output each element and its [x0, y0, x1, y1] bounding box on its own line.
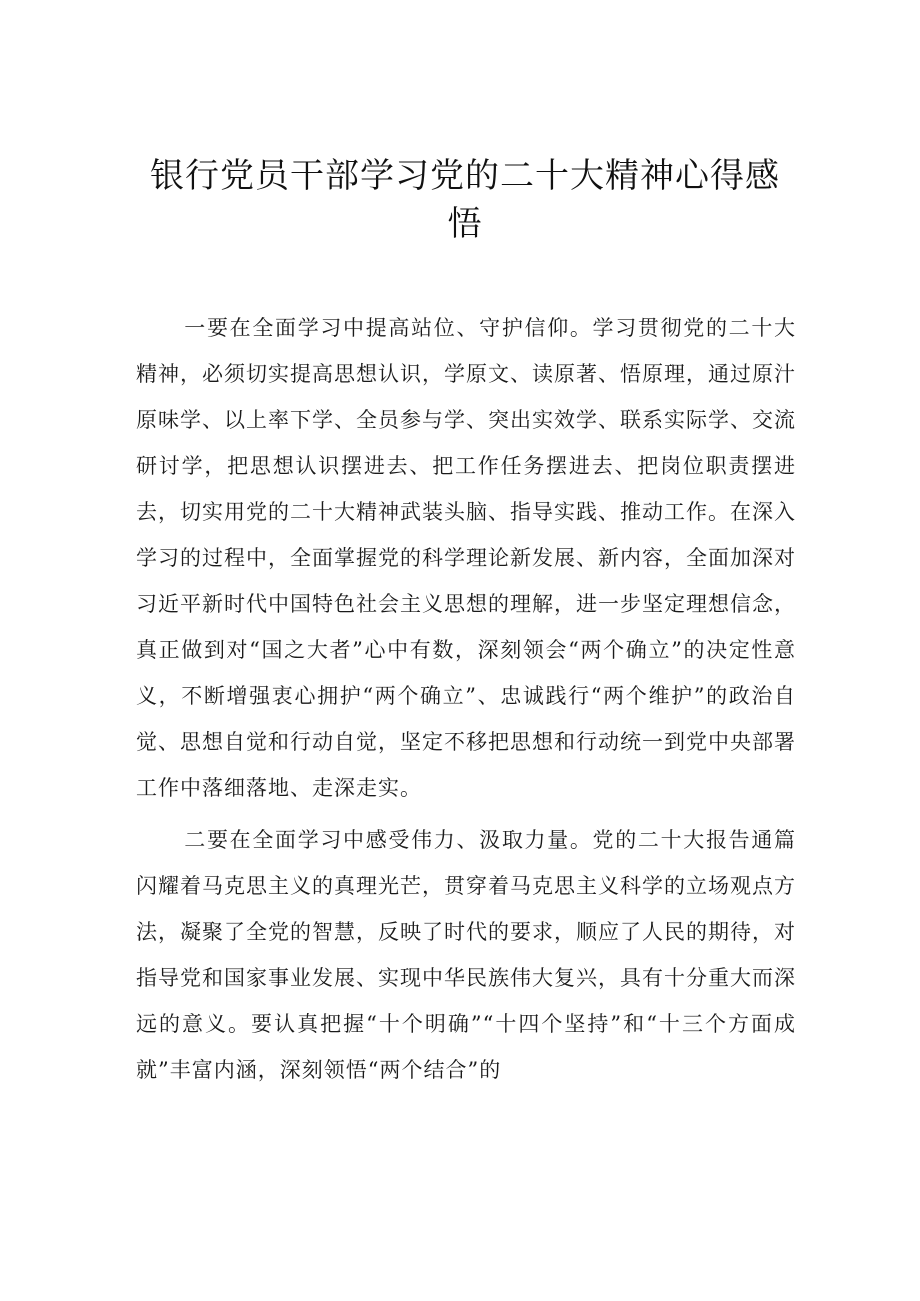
paragraph-2: 二要在全面学习中感受伟力、汲取力量。党的二十大报告通篇闪耀着马克思主义的真理光芒，贯穿着马克思主义科学的立场观点方法，凝聚了全党的智慧，反映了时代的要求，顺应了人民的期待，对指导党和国家事业发展、实现中华民族伟大复兴，具有十分重大而深远的意义。要认真把握“十个明确”“十四个坚持”和“十三个方面成就”丰富内涵，深刻领悟“两个结合”的 [136, 828, 796, 1082]
paragraph-1: 一要在全面学习中提高站位、守护信仰。学习贯彻党的二十大精神，必须切实提高思想认识，学原文、读原著、悟原理，通过原汁原味学、以上率下学、全员参与学、突出实效学、联系实际学、交流研讨学，把思想认识摆进去、把工作任务摆进去、把岗位职责摆进去，切实用党的二十大精神武装头脑、指导实践、推动工作。在深入学习的过程中，全面掌握党的科学理论新发展、新内容，全面加深对习近平新时代中国特色社会主义思想的理解，进一步坚定理想信念，真正做到对“国之大者”心中有数，深刻领会“两个确立”的决定性意义，不断增强衷心拥护“两个确立”、忠诚践行“两个维护”的政治自觉、思想自觉和行动自觉，坚定不移把思想和行动统一到党中央部署工作中落细落地、走深走实。 [136, 316, 796, 800]
document-title: 银行党员干部学习党的二十大精神心得感悟 [150, 156, 780, 244]
document-body [136, 305, 796, 1099]
